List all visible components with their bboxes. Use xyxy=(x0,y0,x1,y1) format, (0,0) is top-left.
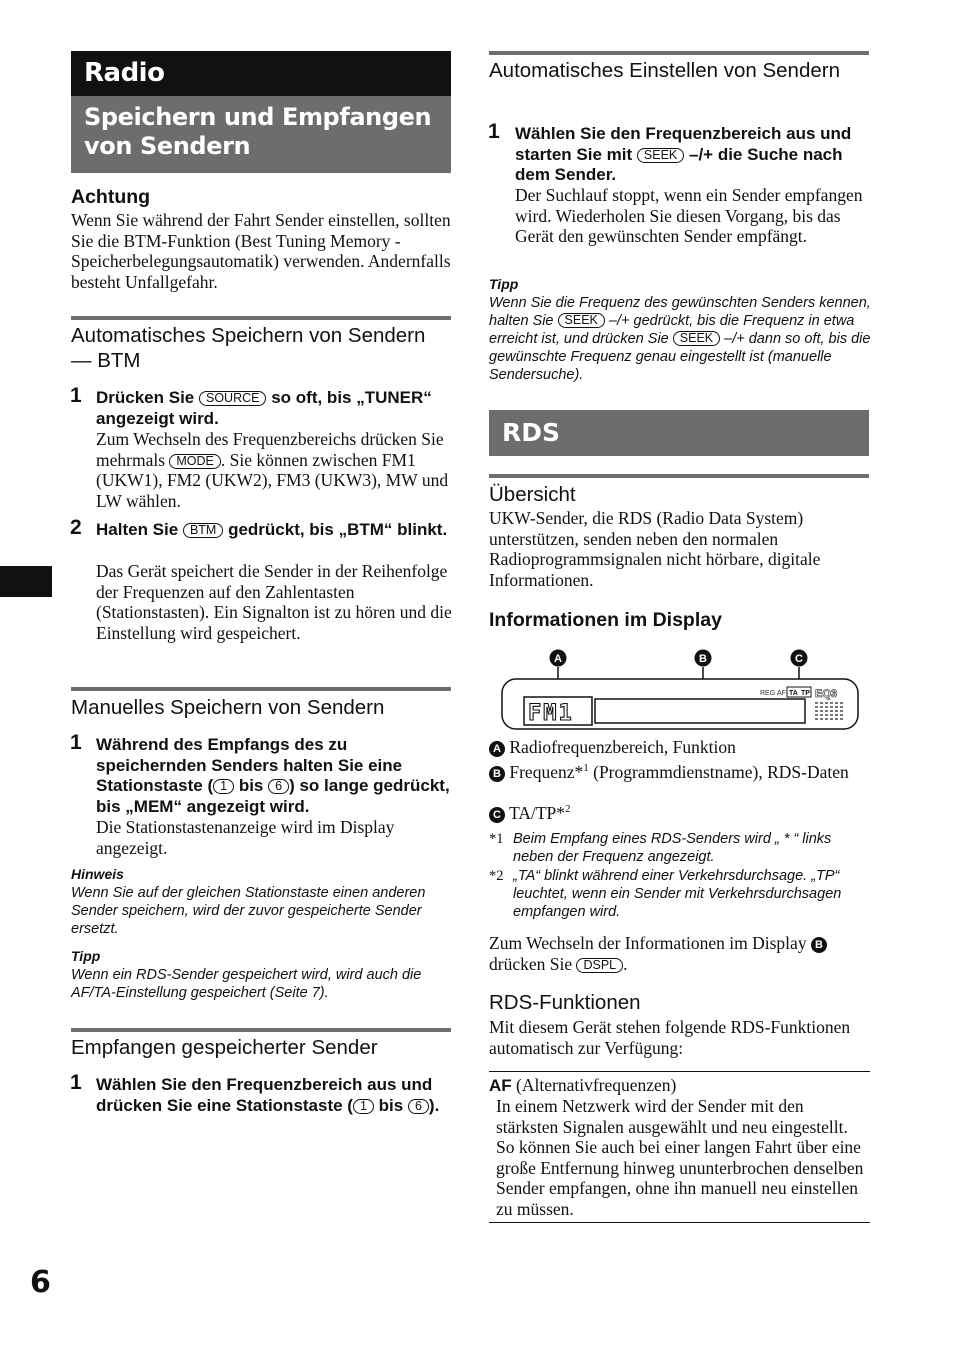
section-title: Radio xyxy=(84,58,165,88)
source-key: SOURCE xyxy=(199,391,266,406)
frequency-field xyxy=(595,699,805,723)
section-subtitle: Speichern und Empfangen von Sendern xyxy=(84,103,432,160)
rds-banner xyxy=(489,410,869,456)
footnote-1: *1 Beim Empfang eines RDS-Senders wird „ * “ links neben der Frequenz angezeigt. xyxy=(489,831,832,865)
table-top-rule xyxy=(489,1071,870,1072)
callout-a-icon: A xyxy=(489,741,505,757)
ta-indicator: TA xyxy=(789,690,798,697)
tipp-title: Tipp xyxy=(71,948,101,964)
display-heading: Informationen im Display xyxy=(489,609,722,631)
callout-b-icon: B xyxy=(489,766,505,782)
section-banner-subtitle xyxy=(71,96,451,173)
functions-text: Mit diesem Gerät stehen folgende RDS-Funktionen automatisch zur Verfügung: xyxy=(489,1017,851,1058)
section-banner-radio xyxy=(71,51,451,96)
mode-key: MODE xyxy=(169,454,221,469)
step-number: 1 xyxy=(70,1071,82,1094)
hinweis-text: Wenn Sie auf der gleichen Stationstaste einen anderen Sender speichern, wird der zuvor gespeicherte Sender ersetzt. xyxy=(71,885,426,937)
btm-step1-instruction: Drücken Sie SOURCE so oft, bis „TUNER“ angezeigt wird. xyxy=(96,388,432,428)
callout-a: A xyxy=(554,653,562,665)
callout-b-icon: B xyxy=(811,937,827,953)
achtung-heading: Achtung xyxy=(71,186,151,208)
af-text: In einem Netzwerk wird der Sender mit den stärksten Signalen ausgewählt und neu eingestellt. So können Sie auch bei einer langen Fahrt über eine große Entfernung hinweg ununterbrochen denselben Sender empfangen, ohne ihn manuell neu einstellen zu müssen. xyxy=(496,1096,864,1219)
af-sublabel: (Alternativfrequenzen) xyxy=(516,1075,677,1095)
step-number: 1 xyxy=(70,384,82,407)
btm-step1-text: Zum Wechseln des Frequenzbereichs drücken Sie mehrmals MODE . Sie können zwischen FM1 (UKW1), FM2 (UKW2), FM3 (UKW3), MW und LW wählen. xyxy=(96,429,449,511)
btm-step2-instruction: Halten Sie BTM gedrückt, bis „BTM“ blinkt. xyxy=(96,520,448,539)
af-label: AF xyxy=(489,1076,512,1095)
manual-step1-text: Die Stationstastenanzeige wird im Display angezeigt. xyxy=(96,817,395,858)
auto-heading: Automatisches Einstellen von Sendern xyxy=(489,59,840,82)
legend-item-c: C TA/TP*$^2$ xyxy=(489,799,869,823)
legend-item-b: B Frequenz*$^1$ (Programmdienstname), RDS-Daten xyxy=(489,758,875,782)
section-rule xyxy=(489,51,869,55)
step-number: 2 xyxy=(70,516,82,539)
receive-step1-instruction: Wählen Sie den Frequenzbereich aus und drücken Sie eine Stationstaste ( 1 bis 6 ). xyxy=(96,1075,440,1115)
seek-key: SEEK xyxy=(637,148,684,163)
callout-b: B xyxy=(699,653,707,665)
seek-key: SEEK xyxy=(673,331,720,346)
auto-tipp-text: Wenn Sie die Frequenz des gewünschten Senders kennen, halten Sie SEEK –/+ gedrückt, bis die Frequenz in etwa erreicht ist, und drücken Sie SEEK –/+ dann so oft, bis die gewünschte Frequenz genau eingestellt ist (manuelle Sendersuche). xyxy=(489,295,871,383)
section-rule xyxy=(71,1028,451,1032)
seek-key: SEEK xyxy=(558,313,605,328)
functions-heading: RDS-Funktionen xyxy=(489,991,641,1014)
key-6: 6 xyxy=(268,779,289,794)
btm-key: BTM xyxy=(183,523,223,538)
tipp-text: Wenn ein RDS-Sender gespeichert wird, wird auch die AF/TA-Einstellung gespeichert (Seite 7). xyxy=(71,967,422,1001)
overview-heading: Übersicht xyxy=(489,483,576,506)
key-1: 1 xyxy=(353,1099,374,1114)
display-switch-text: Zum Wechseln der Informationen im Display B drücken Sie DSPL . xyxy=(489,933,871,974)
btm-step2-text: Das Gerät speichert die Sender in der Reihenfolge der Frequenzen auf den Zahlentasten (Stationstasten). Ein Signalton ist zu hören und die Einstellung wird gespeichert. xyxy=(96,561,452,643)
legend-item-a: A Radiofrequenzbereich, Funktion xyxy=(489,737,869,758)
table-bottom-rule xyxy=(489,1222,870,1223)
section-rule xyxy=(71,687,451,691)
reg-indicator: REG xyxy=(760,690,776,697)
chapter-tab xyxy=(0,566,52,597)
step-number: 1 xyxy=(488,120,500,143)
callout-c-icon: C xyxy=(489,807,505,823)
overview-text: UKW-Sender, die RDS (Radio Data System) unterstützen, senden neben den normalen Radioprogrammsignalen nicht hörbare, digitale Informationen. xyxy=(489,508,821,590)
auto-step1-text: Der Suchlauf stoppt, wenn ein Sender empfangen wird. Wiederholen Sie diesen Vorgang, bis das Gerät den gewünschten Sender empfängt. xyxy=(515,185,863,246)
page-number: 6 xyxy=(30,1265,51,1300)
af-indicator: AF xyxy=(777,690,786,697)
callout-c: C xyxy=(795,653,803,665)
tp-indicator: TP xyxy=(801,690,810,697)
tipp-title: Tipp xyxy=(489,276,519,292)
auto-step1-instruction: Wählen Sie den Frequenzbereich aus und starten Sie mit SEEK –/+ die Suche nach dem Sender. xyxy=(515,124,852,184)
achtung-text: Wenn Sie während der Fahrt Sender einstellen, sollten Sie die BTM-Funktion (Best Tuning Memory - Speicherbelegungsautomatik) verwenden. Andernfalls besteht Unfallgefahr. xyxy=(71,210,451,292)
step-number: 1 xyxy=(70,731,82,754)
key-1: 1 xyxy=(213,779,234,794)
section-rule xyxy=(489,474,869,478)
section-rule xyxy=(71,316,451,320)
eq-indicator: EQ3 xyxy=(815,688,838,700)
rds-title: RDS xyxy=(502,418,561,447)
manual-step1-instruction: Während des Empfangs des zu speichernden Senders halten Sie eine Stationstaste ( 1 bis 6 ) so lange gedrückt, bis „MEM“ angezeigt wird. xyxy=(96,735,450,816)
footnote-2: *2 „TA“ blinkt während einer Verkehrsdurchsage. „TP“ leuchtet, wenn ein Sender mit Verkehrsdurchsagen empfangen wird. xyxy=(489,868,842,920)
dspl-key: DSPL xyxy=(576,958,623,973)
hinweis-title: Hinweis xyxy=(71,866,124,882)
display-illustration xyxy=(489,645,869,735)
manual-heading: Manuelles Speichern von Sendern xyxy=(71,696,385,719)
btm-heading: Automatisches Speichern von Sendern — BTM xyxy=(71,324,426,372)
key-6: 6 xyxy=(408,1099,429,1114)
lcd-band-text: FM1 xyxy=(528,701,574,726)
receive-heading: Empfangen gespeicherter Sender xyxy=(71,1036,378,1059)
af-label-row xyxy=(489,1075,869,1097)
